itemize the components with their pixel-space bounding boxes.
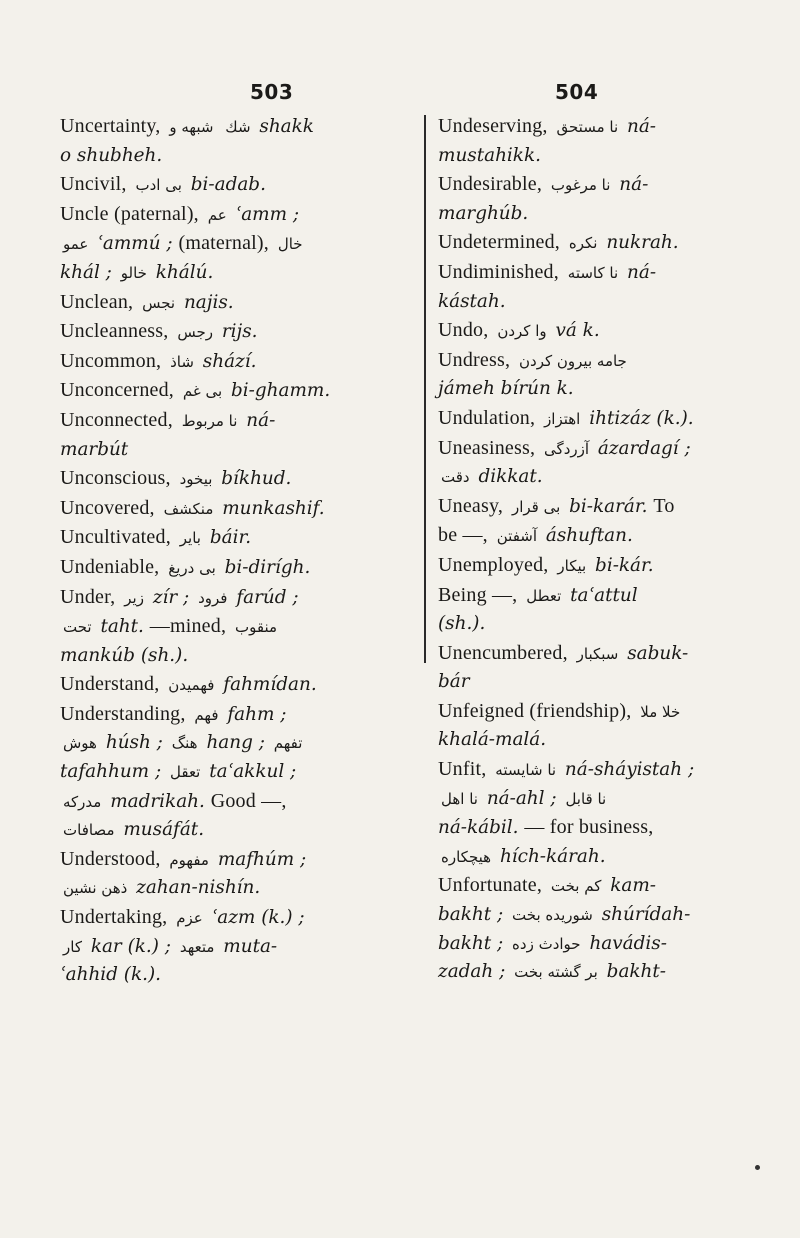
transliteration: hang ; bbox=[206, 732, 265, 754]
transliteration: dikkat. bbox=[478, 466, 543, 488]
dictionary-line bbox=[438, 639, 783, 669]
transliteration: farúd ; bbox=[236, 586, 299, 608]
transliteration: zír ; bbox=[152, 586, 190, 608]
persian-script: خلا ملا bbox=[640, 702, 681, 721]
transliteration: ná- bbox=[626, 116, 657, 137]
transliteration: taʿattul bbox=[570, 584, 638, 606]
headword-text: Unfit, bbox=[438, 758, 487, 781]
headword-text: Undeniable, bbox=[60, 555, 160, 578]
transliteration: ná-sháyistah ; bbox=[564, 759, 695, 781]
transliteration: kam- bbox=[610, 875, 656, 897]
dictionary-line bbox=[60, 317, 410, 347]
persian-script: بی دریغ bbox=[168, 558, 216, 577]
dictionary-line bbox=[60, 288, 410, 318]
persian-script: تعطل bbox=[526, 586, 562, 605]
transliteration: bi-kár. bbox=[595, 554, 654, 576]
headword-text: — for business, bbox=[524, 816, 654, 839]
transliteration: marbút bbox=[60, 438, 129, 460]
left-column bbox=[60, 112, 410, 990]
transliteration: bíkhud. bbox=[221, 468, 292, 490]
dictionary-line bbox=[438, 170, 783, 200]
right-page-number: 504 bbox=[555, 80, 599, 104]
transliteration: khálú. bbox=[155, 261, 214, 283]
dictionary-line bbox=[438, 785, 783, 814]
dictionary-line bbox=[438, 521, 783, 551]
persian-script: عم bbox=[207, 205, 227, 224]
dictionary-line bbox=[438, 404, 783, 434]
transliteration: jámeh bírún k. bbox=[438, 378, 574, 400]
headword-text: Uneasiness, bbox=[438, 436, 536, 459]
dictionary-line bbox=[60, 464, 410, 494]
dictionary-line bbox=[60, 933, 410, 962]
transliteration: ná- bbox=[619, 174, 649, 196]
headword-text: Unconnected, bbox=[60, 408, 173, 431]
persian-script: دقت bbox=[441, 468, 470, 487]
dictionary-line bbox=[438, 581, 783, 611]
persian-script: نا قابل bbox=[565, 789, 607, 808]
headword-text: Uncultivated, bbox=[60, 526, 171, 549]
headword-text: Unconscious, bbox=[60, 467, 171, 490]
transliteration: sabuk- bbox=[627, 642, 689, 664]
dictionary-line bbox=[438, 346, 783, 376]
dictionary-line bbox=[60, 845, 410, 875]
dictionary-line bbox=[438, 901, 783, 930]
persian-script: خالو bbox=[120, 263, 147, 282]
persian-script: تفهم bbox=[273, 734, 303, 753]
headword-text: Understanding, bbox=[60, 702, 186, 725]
dictionary-line bbox=[60, 874, 410, 903]
persian-script: کم بخت bbox=[550, 877, 602, 896]
headword-text: (maternal), bbox=[178, 232, 269, 255]
transliteration: shúrídah- bbox=[601, 904, 691, 926]
transliteration: bi-dirígh. bbox=[224, 556, 311, 578]
headword-text: Undress, bbox=[438, 348, 511, 371]
headword-text: Unfortunate, bbox=[438, 874, 543, 897]
persian-script: شاذ bbox=[170, 352, 194, 371]
transliteration: najis. bbox=[183, 291, 234, 313]
persian-script: تعقل bbox=[170, 763, 201, 782]
headword-text: Uncleanness, bbox=[60, 320, 169, 343]
headword-text: Good —, bbox=[210, 789, 287, 812]
transliteration: ná-kábil. bbox=[438, 817, 519, 839]
dictionary-line bbox=[60, 494, 410, 524]
headword-text: Uncommon, bbox=[60, 349, 162, 372]
dictionary-line bbox=[60, 553, 410, 583]
dictionary-line bbox=[438, 755, 783, 785]
dictionary-line bbox=[60, 259, 410, 288]
transliteration: húsh ; bbox=[105, 732, 163, 754]
left-page-number: 503 bbox=[250, 80, 294, 104]
persian-script: فهمیدن bbox=[168, 676, 215, 695]
dictionary-line bbox=[438, 697, 783, 727]
persian-script: جامه بیرون کردن bbox=[519, 351, 627, 370]
dictionary-line bbox=[60, 406, 410, 436]
dictionary-line bbox=[60, 583, 410, 613]
transliteration: kar (k.) ; bbox=[90, 935, 171, 957]
transliteration: musáfát. bbox=[123, 819, 205, 841]
persian-script: بیکار bbox=[557, 556, 587, 575]
headword-text: Unemployed, bbox=[438, 553, 549, 576]
dictionary-line bbox=[60, 903, 410, 933]
dictionary-line bbox=[60, 229, 410, 259]
persian-script: متعهد bbox=[179, 937, 215, 956]
dictionary-line bbox=[438, 610, 783, 639]
dictionary-line bbox=[60, 347, 410, 377]
dictionary-line bbox=[438, 112, 783, 142]
headword-text: Undeserving, bbox=[438, 115, 548, 137]
headword-text: To bbox=[653, 494, 675, 517]
persian-script: تحت bbox=[63, 618, 92, 637]
dictionary-line bbox=[60, 729, 410, 758]
persian-script: کار bbox=[63, 937, 82, 956]
persian-script: سبکبار bbox=[576, 644, 619, 663]
transliteration: zadah ; bbox=[438, 961, 506, 983]
dictionary-line bbox=[60, 758, 410, 787]
transliteration: bakht ; bbox=[438, 904, 504, 926]
transliteration: ázardagí ; bbox=[597, 437, 691, 459]
transliteration: mustahikk. bbox=[438, 144, 541, 166]
transliteration: shází. bbox=[202, 350, 257, 372]
dictionary-line bbox=[60, 436, 410, 465]
headword-text: Unconcerned, bbox=[60, 379, 175, 402]
headword-text: Under, bbox=[60, 585, 116, 608]
transliteration: (sh.). bbox=[438, 613, 486, 635]
persian-script: نکره bbox=[568, 234, 598, 253]
persian-script: خال bbox=[277, 235, 303, 254]
dictionary-line bbox=[60, 612, 410, 642]
transliteration: fahm ; bbox=[227, 703, 287, 725]
transliteration: khalá-malá. bbox=[438, 729, 547, 751]
dictionary-line bbox=[60, 642, 410, 671]
right-column bbox=[438, 112, 783, 987]
transliteration: havádis- bbox=[589, 932, 667, 954]
transliteration: bi-karár. bbox=[569, 495, 648, 517]
persian-script: بر گشته بخت bbox=[514, 963, 598, 982]
transliteration: munkashif. bbox=[222, 497, 325, 519]
transliteration: madrikah. bbox=[110, 790, 205, 812]
dictionary-line bbox=[60, 787, 410, 817]
dictionary-line bbox=[60, 200, 410, 230]
headword-text: Uncertainty, bbox=[60, 115, 161, 137]
persian-script: نا کاسته bbox=[567, 263, 619, 282]
dictionary-line bbox=[438, 813, 783, 843]
transliteration: áshuftan. bbox=[545, 525, 633, 547]
transliteration: vá k. bbox=[555, 320, 600, 342]
ink-mark bbox=[755, 1165, 760, 1170]
transliteration: shakk bbox=[259, 116, 314, 137]
persian-script: نجس bbox=[142, 293, 176, 312]
persian-script: بیخود bbox=[179, 470, 213, 489]
persian-script: ذهن نشین bbox=[63, 879, 128, 898]
dictionary-line bbox=[438, 492, 783, 522]
headword-text: Uncovered, bbox=[60, 496, 155, 519]
dictionary-line bbox=[438, 200, 783, 229]
transliteration: zahan-nishín. bbox=[136, 877, 261, 899]
persian-script: بی قرار bbox=[511, 497, 561, 516]
transliteration: báir. bbox=[209, 527, 252, 549]
persian-script: فرود bbox=[198, 588, 228, 607]
dictionary-line bbox=[438, 930, 783, 959]
transliteration: bakht ; bbox=[438, 932, 504, 954]
dictionary-line bbox=[60, 700, 410, 730]
persian-script: مدرکه bbox=[63, 792, 102, 811]
transliteration: taʿakkul ; bbox=[209, 761, 297, 783]
persian-script: وا کردن bbox=[497, 322, 547, 341]
persian-script: منقوب bbox=[235, 618, 278, 637]
persian-script: نا اهل bbox=[441, 789, 478, 808]
persian-script: بی غم bbox=[182, 382, 223, 401]
dictionary-line bbox=[438, 463, 783, 492]
dictionary-line bbox=[60, 816, 410, 845]
headword-text: Undertaking, bbox=[60, 906, 168, 929]
persian-script: حوادث زده bbox=[512, 934, 581, 953]
transliteration: ʿammú ; bbox=[97, 233, 173, 255]
headword-text: Understand, bbox=[60, 673, 160, 696]
transliteration: rijs. bbox=[221, 321, 258, 343]
headword-text: Undetermined, bbox=[438, 231, 561, 254]
headword-text: Unencumbered, bbox=[438, 641, 568, 664]
dictionary-line bbox=[438, 958, 783, 987]
persian-script: عزم bbox=[176, 909, 203, 928]
persian-script: آزردگی bbox=[544, 439, 590, 458]
dictionary-line bbox=[60, 376, 410, 406]
headword-text: Unfeigned (friendship), bbox=[438, 699, 632, 722]
persian-script: نا مستحق bbox=[556, 118, 619, 136]
persian-script: بی ادب bbox=[135, 176, 182, 195]
headword-text: be —, bbox=[438, 524, 488, 547]
transliteration: khál ; bbox=[60, 261, 112, 283]
persian-script: زیر bbox=[124, 588, 144, 607]
transliteration: nukrah. bbox=[606, 232, 679, 254]
dictionary-line bbox=[60, 523, 410, 553]
headword-text: Undulation, bbox=[438, 406, 536, 429]
transliteration: o shubheh. bbox=[60, 144, 163, 166]
dictionary-line bbox=[438, 843, 783, 872]
transliteration: ihtizáz (k.). bbox=[589, 407, 694, 429]
dictionary-line bbox=[60, 170, 410, 200]
dictionary-line bbox=[438, 375, 783, 404]
headword-text: Being —, bbox=[438, 583, 518, 606]
persian-script: شوریده بخت bbox=[512, 906, 593, 925]
dictionary-line bbox=[438, 288, 783, 317]
persian-script: هنگ bbox=[171, 734, 198, 753]
transliteration: ʿahhid (k.). bbox=[60, 964, 161, 986]
transliteration: mafhúm ; bbox=[217, 848, 307, 870]
headword-text: Undesirable, bbox=[438, 173, 543, 196]
column-divider bbox=[424, 115, 426, 663]
transliteration: bakht- bbox=[606, 961, 667, 983]
transliteration: mankúb (sh.). bbox=[60, 644, 189, 666]
headword-text: Undo, bbox=[438, 319, 489, 342]
dictionary-line bbox=[60, 142, 410, 171]
transliteration: ná-ahl ; bbox=[486, 787, 557, 809]
persian-script: نا مرغوب bbox=[550, 176, 611, 195]
persian-script: شك bbox=[225, 118, 251, 136]
persian-script: منکشف bbox=[163, 499, 214, 518]
transliteration: ʿamm ; bbox=[235, 203, 300, 225]
persian-script: نا مربوط bbox=[181, 411, 238, 430]
transliteration: bi-adab. bbox=[190, 174, 266, 196]
persian-script: مفهوم bbox=[169, 850, 209, 869]
persian-script: آشفتن bbox=[496, 527, 538, 546]
persian-script: بایر bbox=[179, 529, 201, 548]
persian-script: عمو bbox=[63, 235, 89, 254]
persian-script: رجس bbox=[177, 323, 213, 342]
headword-text: Unclean, bbox=[60, 290, 134, 313]
dictionary-line bbox=[60, 670, 410, 700]
dictionary-line bbox=[438, 668, 783, 697]
transliteration: muta- bbox=[223, 935, 278, 957]
transliteration: ná- bbox=[246, 409, 276, 431]
headword-text: Understood, bbox=[60, 847, 161, 870]
dictionary-line bbox=[438, 726, 783, 755]
dictionary-line bbox=[438, 551, 783, 581]
transliteration: bár bbox=[438, 671, 470, 693]
dictionary-line bbox=[438, 871, 783, 901]
persian-script: فهم bbox=[194, 705, 219, 724]
headword-text: —mined, bbox=[149, 615, 227, 638]
transliteration: ná- bbox=[627, 261, 657, 283]
transliteration: tafahhum ; bbox=[60, 761, 162, 783]
persian-script: نا شایسته bbox=[495, 761, 557, 780]
persian-script: هوش bbox=[63, 734, 97, 753]
transliteration: hích-kárah. bbox=[499, 845, 606, 867]
transliteration: kástah. bbox=[438, 290, 506, 312]
dictionary-line bbox=[438, 434, 783, 464]
transliteration: taht. bbox=[100, 616, 144, 638]
dictionary-line bbox=[60, 112, 410, 142]
persian-script: مصافات bbox=[63, 821, 115, 840]
transliteration: fahmídan. bbox=[223, 674, 317, 696]
headword-text: Uneasy, bbox=[438, 494, 504, 517]
dictionary-line bbox=[60, 961, 410, 990]
persian-script: هیچکاره bbox=[441, 847, 492, 866]
headword-text: Uncivil, bbox=[60, 173, 127, 196]
transliteration: ʿazm (k.) ; bbox=[211, 907, 305, 929]
dictionary-line bbox=[438, 142, 783, 171]
transliteration: bi-ghamm. bbox=[231, 380, 331, 402]
persian-script: اهتزاز bbox=[544, 409, 581, 428]
headword-text: Undiminished, bbox=[438, 260, 559, 283]
transliteration: marghúb. bbox=[438, 202, 529, 224]
dictionary-line bbox=[438, 258, 783, 288]
dictionary-line bbox=[438, 228, 783, 258]
dictionary-line bbox=[438, 316, 783, 346]
persian-script: شبهه و bbox=[169, 118, 214, 136]
headword-text: Uncle (paternal), bbox=[60, 202, 199, 225]
